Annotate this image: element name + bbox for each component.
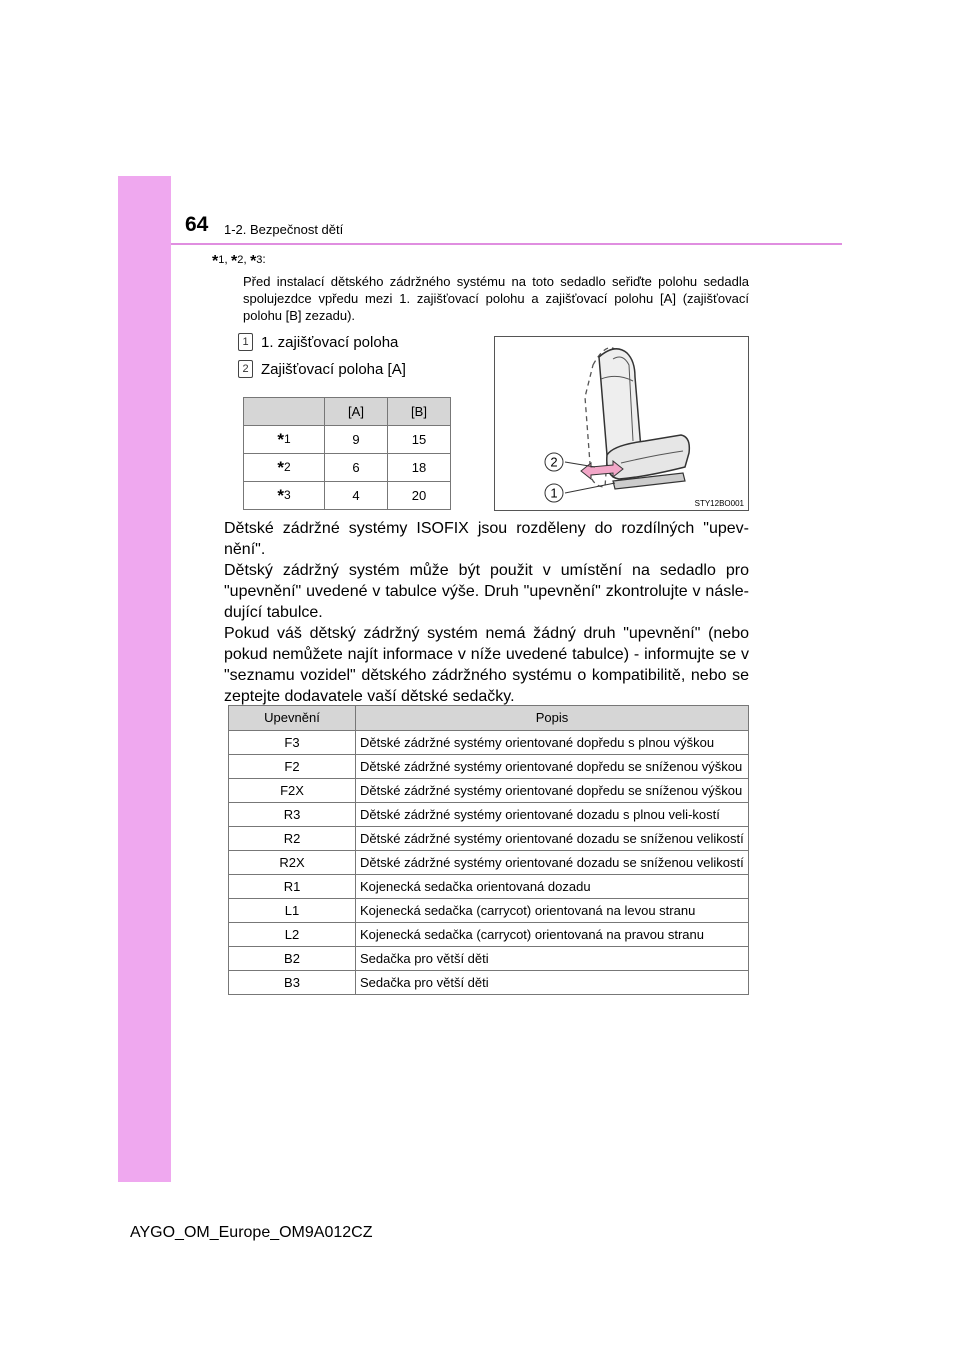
table-row [229,731,749,755]
fixture-description: Dětské zádržné systémy orientované dopředu se sníženou výškou [356,779,749,803]
table-row [229,803,749,827]
fixture-description: Kojenecká sedačka (carrycot) orientovaná na levou stranu [356,899,749,923]
fixture-description: Dětské zádržné systémy orientované dozadu se sníženou velikostí [356,851,749,875]
chapter-sidebar-tab [118,176,171,1182]
table-row [229,851,749,875]
fixture-code: R2 [229,827,356,851]
table-cell: 18 [388,454,451,482]
figure-callout-1: 1 [550,485,558,501]
body-paragraph-2: Dětský zádržný systém může být použit v umístění na sedadlo pro "upevnění" uvedené v tabulce výše. Druh "upevnění" zkontrolujte v násle-dující tabulce. [224,562,749,621]
fixture-code: R2X [229,851,356,875]
table-header-cell: [B] [388,398,451,426]
note-markers: *1, *2, *3: [212,252,266,270]
note-marker-3: 3 [256,254,263,266]
figure-code: STY12BO001 [694,499,744,508]
fixture-description: Kojenecká sedačka orientovaná dozadu [356,875,749,899]
seat-drawing [495,337,748,510]
table-row [229,971,749,995]
fixture-description: Dětské zádržné systémy orientované dopředu s plnou výškou [356,731,749,755]
table-header-row [229,706,749,731]
fixture-description: Sedačka pro větší děti [356,947,749,971]
row-label: *1 [244,426,325,454]
fixture-description: Sedačka pro větší děti [356,971,749,995]
fixture-code: F3 [229,731,356,755]
fixture-code: R3 [229,803,356,827]
table-row [229,827,749,851]
table-row [229,875,749,899]
seat-illustration [494,336,749,511]
table-row [229,899,749,923]
table-header-cell: [A] [325,398,388,426]
page-number: 64 [185,213,209,236]
callout-number-2: 2 [238,360,253,378]
table-row [229,779,749,803]
fixture-code: F2X [229,779,356,803]
table-header-cell [244,398,325,426]
row-label: *3 [244,482,325,510]
legend-label-1: 1. zajišťovací poloha [261,333,399,351]
note-marker-2: 2 [237,254,244,266]
document-footer: AYGO_OM_Europe_OM9A012CZ [130,1224,373,1241]
table-row [244,482,451,510]
fixture-description: Dětské zádržné systémy orientované dozadu se sníženou velikostí [356,827,749,851]
table-row [229,947,749,971]
table-row [244,454,451,482]
fixture-description: Dětské zádržné systémy orientované dopředu se sníženou výškou [356,755,749,779]
table-header-cell: Upevnění [229,706,356,731]
table-cell: 6 [325,454,388,482]
table-cell: 15 [388,426,451,454]
table-cell: 4 [325,482,388,510]
note-text: Před instalací dětského zádržného systému na toto sedadlo seřiďte polohu sedadla spolujezdce vpředu mezi 1. zajišťovací polohu a zajišťovací polohu [A] (zajišťovací polohu [B] zezadu). [243,274,749,323]
fixture-code: B2 [229,947,356,971]
table-cell: 20 [388,482,451,510]
figure-callout-2: 2 [550,454,558,470]
fixture-code: L2 [229,923,356,947]
section-title: 1-2. Bezpečnost dětí [224,222,344,237]
note-marker-1: 1 [218,254,225,266]
fixture-code: F2 [229,755,356,779]
header-rule [171,243,842,245]
row-label: *2 [244,454,325,482]
body-paragraph-3: Pokud váš dětský zádržný systém nemá žádný druh "upevnění" (nebo pokud nemůžete najít informace v níže uvedené tabulce) - informujte se v "seznamu vozidel" dětského zádržného systému o kompatibilitě, nebo se zeptejte dodavatele vaší dětské sedačky. [224,625,749,705]
table-row [229,755,749,779]
table-header-row [244,398,451,426]
legend-item-1 [238,333,398,351]
fixture-code: B3 [229,971,356,995]
table-row [244,426,451,454]
fixture-code: L1 [229,899,356,923]
legend-label-2: Zajišťovací poloha [A] [261,360,406,378]
body-paragraph-1: Dětské zádržné systémy ISOFIX jsou rozděleny do rozdílných "upev-nění". [224,520,749,558]
callout-number-1: 1 [238,333,253,351]
table-cell: 9 [325,426,388,454]
seat-position-table [243,397,451,510]
body-text [224,518,749,707]
fixture-description: Kojenecká sedačka (carrycot) orientovaná na pravou stranu [356,923,749,947]
fixture-description: Dětské zádržné systémy orientované dozadu s plnou veli-kostí [356,803,749,827]
table-header-cell: Popis [356,706,749,731]
legend-item-2 [238,360,406,378]
table-row [229,923,749,947]
fixture-table [228,705,749,995]
fixture-code: R1 [229,875,356,899]
